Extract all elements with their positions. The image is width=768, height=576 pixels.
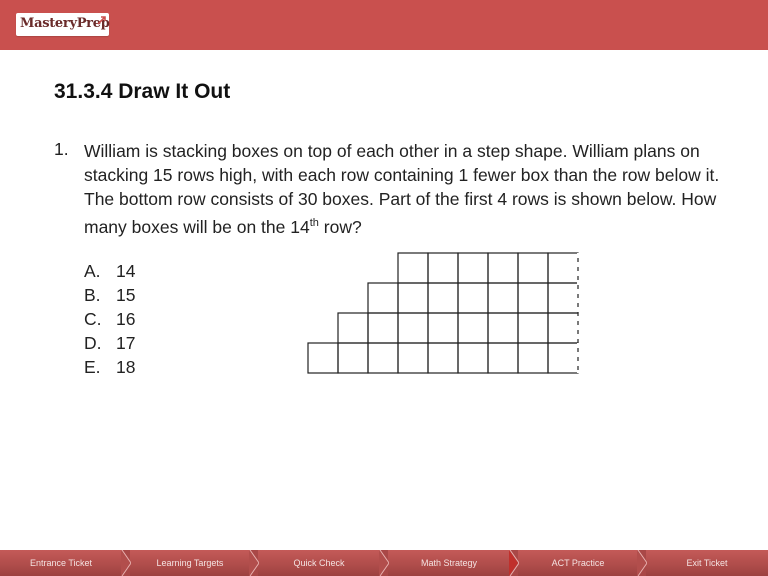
nav-label: Learning Targets [156,558,224,568]
choice-letter: C. [84,309,102,329]
box-cell [488,283,518,313]
box-cell [398,253,428,283]
box-cell [548,313,578,343]
choice-value: 18 [116,357,136,377]
box-cell [368,283,398,313]
question-text-main: William is stacking boxes on top of each other in a step shape. William plans on stacking 15 rows high, with each row containing 1 fewer box than the row below it. The bottom row consists of 30 boxes. Part of the first 4 rows is shown below. How many boxes will be on the 14 [84,141,720,237]
choice-letter: E. [84,357,101,377]
box-cell [398,283,428,313]
box-cell [518,343,548,373]
logo-text: MasteryPrep [20,16,110,31]
choice-letter: A. [84,261,101,281]
choice-value: 15 [116,285,136,305]
box-cell [428,343,458,373]
box-cell [458,313,488,343]
stacked-boxes-diagram [303,252,583,374]
box-cell [428,313,458,343]
nav-quick-check[interactable] [258,550,380,576]
box-cell [548,343,578,373]
nav-label: Entrance Ticket [29,558,93,568]
nav-act-practice[interactable] [518,550,638,576]
question-superscript: th [309,217,319,229]
box-cell [458,283,488,313]
box-cell [548,283,578,313]
box-cell [518,253,548,283]
box-cell [488,253,518,283]
box-cell [488,343,518,373]
choice-value: 14 [116,261,136,281]
box-cell [458,343,488,373]
lesson-title: 31.3.4 Draw It Out [54,80,231,103]
nav-label: Math Strategy [420,558,478,568]
box-cell [308,343,338,373]
choice-c[interactable] [84,307,135,331]
box-cell [398,343,428,373]
nav-chevron-icon [379,550,389,576]
box-cell [428,283,458,313]
choice-letter: B. [84,285,101,305]
masteryprep-logo[interactable] [16,13,109,36]
nav-chevron-icon [637,550,647,576]
box-cell [488,313,518,343]
nav-label: Quick Check [293,558,345,568]
choice-a[interactable] [84,259,135,283]
box-cell [368,313,398,343]
nav-entrance-ticket[interactable] [0,550,122,576]
box-cell [548,253,578,283]
choice-letter: D. [84,333,102,353]
nav-math-strategy[interactable] [388,550,510,576]
header-bar [0,0,768,50]
choice-value: 16 [116,309,136,329]
nav-chevron-icon [509,550,519,576]
nav-label: ACT Practice [551,558,605,568]
choice-d[interactable] [84,331,135,355]
box-cell [338,313,368,343]
box-cell [458,253,488,283]
question-text-end: row? [318,216,362,237]
nav-exit-ticket[interactable] [646,550,768,576]
choice-e[interactable] [84,355,135,379]
question-number: 1. [54,139,69,159]
box-cell [428,253,458,283]
footer-nav [0,550,768,576]
nav-chevron-icon [121,550,131,576]
nav-chevron-icon [249,550,259,576]
box-cell [518,313,548,343]
question-text [84,139,724,239]
logo-arrow-icon [97,15,107,25]
nav-label: Exit Ticket [686,558,728,568]
box-cell [398,313,428,343]
nav-learning-targets[interactable] [130,550,250,576]
answer-choices [84,259,135,379]
choice-b[interactable] [84,283,135,307]
choice-value: 17 [116,333,136,353]
box-cell [368,343,398,373]
box-cell [518,283,548,313]
box-cell [338,343,368,373]
